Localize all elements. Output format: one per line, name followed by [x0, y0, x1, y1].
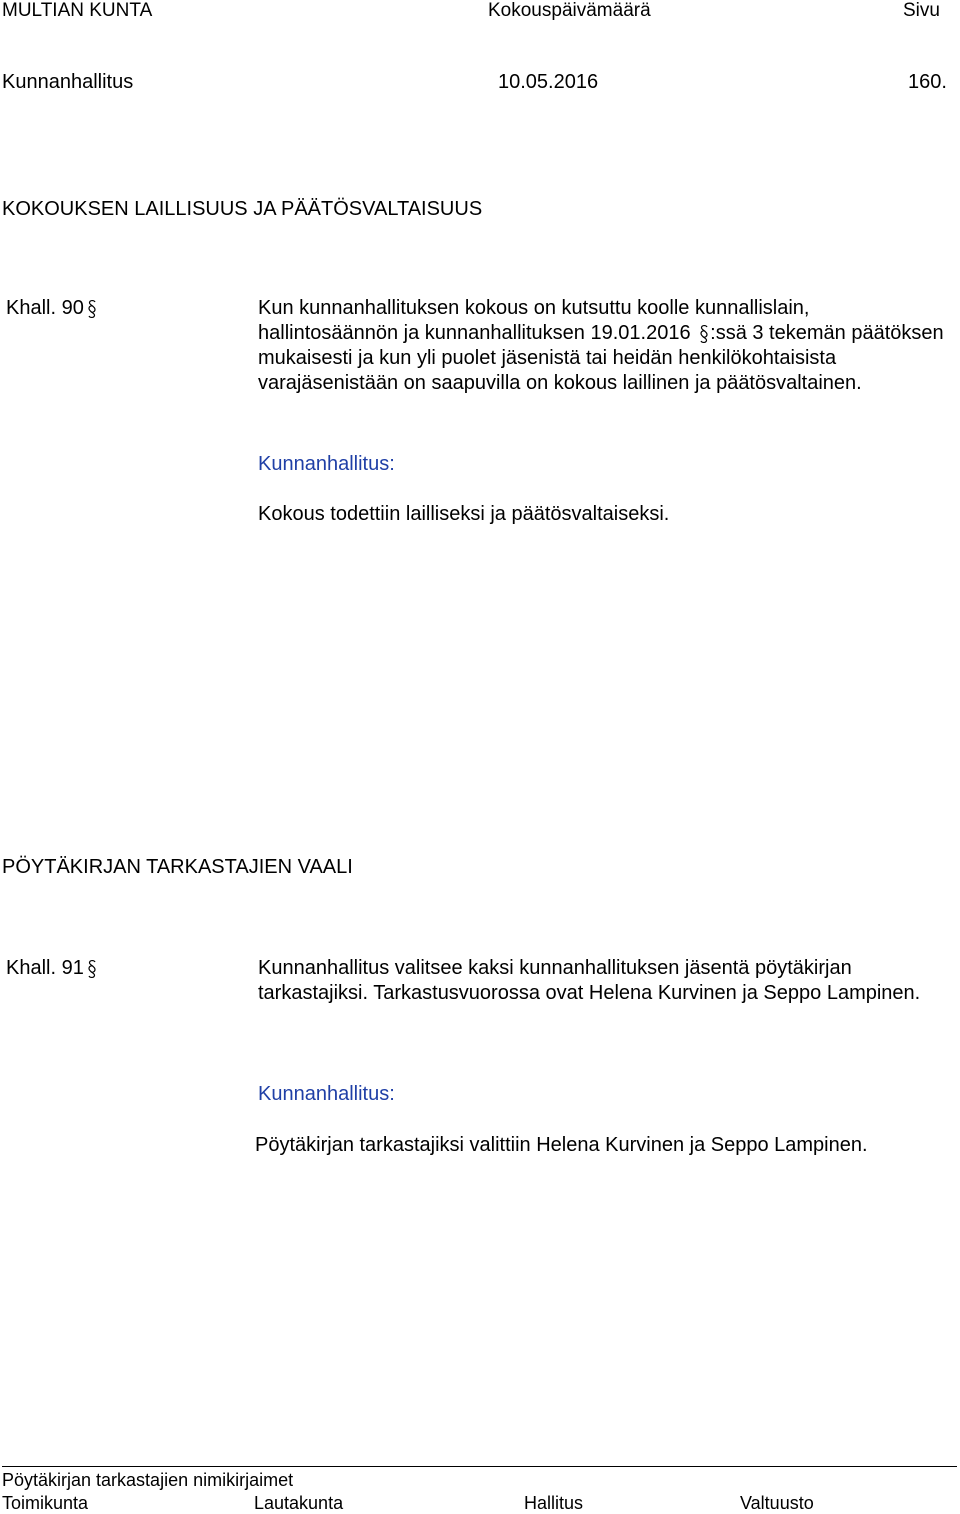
section-sign-icon: [698, 323, 710, 345]
meeting-date: 10.05.2016: [498, 71, 599, 93]
body-text-a: Kun kunnanhallituksen kokous on kutsuttu koolle kunnallislain, hallintosäännön ja kunnanhallituksen 19.01.2016: [258, 297, 810, 344]
decision-text: Pöytäkirjan tarkastajiksi valittiin Helena Kurvinen ja Seppo Lampinen.: [255, 1134, 868, 1156]
paragraph-number: Khall. 90: [6, 296, 98, 321]
footer-column-hallitus: Hallitus: [524, 1493, 584, 1513]
section-body: [258, 956, 938, 1006]
municipality-name: MULTIAN KUNTA: [2, 0, 153, 21]
section-title: KOKOUKSEN LAILLISUUS JA PÄÄTÖSVALTAISUUS: [2, 198, 483, 220]
decision-text: Kokous todettiin lailliseksi ja päätösvaltaiseksi.: [258, 503, 670, 525]
section-sign-icon: [86, 958, 98, 980]
body-text-b: :ssä 3 tekemän päätöksen mukaisesti ja kun yli puolet jäsenistä tai heidän henkilökohtaisista varajäsenistään on saapuvilla on kokous laillinen ja päätösvaltainen.: [258, 322, 944, 394]
page-number: 160.: [908, 71, 947, 93]
section-body: [258, 296, 948, 396]
section-title: PÖYTÄKIRJAN TARKASTAJIEN VAALI: [2, 856, 353, 878]
footer-column-lautakunta: Lautakunta: [254, 1493, 344, 1513]
footer-divider: [2, 1466, 957, 1467]
decision-label: Kunnanhallitus:: [258, 453, 395, 475]
date-label: Kokouspäivämäärä: [488, 0, 651, 21]
body-text: Kunnanhallitus valitsee kaksi kunnanhallituksen jäsentä pöytäkirjan tarkastajiksi. Tarkastusvuorossa ovat Helena Kurvinen ja Seppo Lampinen.: [258, 957, 921, 1004]
page-label: Sivu: [903, 0, 940, 21]
section-sign-icon: [86, 298, 98, 320]
footer-column-valtuusto: Valtuusto: [740, 1493, 814, 1513]
decision-label: Kunnanhallitus:: [258, 1083, 395, 1105]
paragraph-number: Khall. 91: [6, 956, 98, 981]
footer-column-toimikunta: Toimikunta: [2, 1493, 89, 1513]
board-name: Kunnanhallitus: [2, 71, 134, 93]
signatures-label: Pöytäkirjan tarkastajien nimikirjaimet: [2, 1470, 294, 1490]
